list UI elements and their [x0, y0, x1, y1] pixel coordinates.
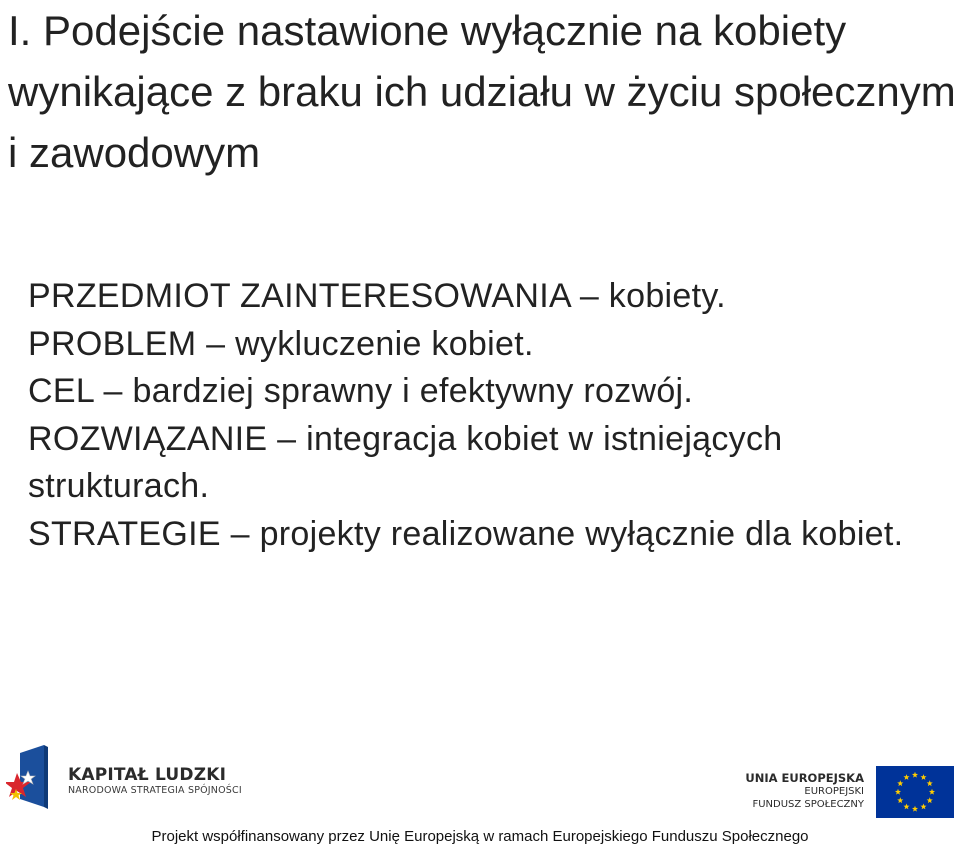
- kapital-ludzki-subtitle: NARODOWA STRATEGIA SPÓJNOŚCI: [68, 785, 242, 796]
- paragraph-strategies: STRATEGIE – projekty realizowane wyłącznie dla kobiet.: [28, 514, 904, 553]
- paragraph-solution: ROZWIĄZANIE – integracja kobiet w istniejących strukturach.: [28, 419, 783, 505]
- paragraph-goal: CEL – bardziej sprawny i efektywny rozwój.: [28, 372, 694, 410]
- paragraph-problem: PROBLEM – wykluczenie kobiet.: [28, 324, 534, 363]
- eu-flag-icon: [876, 766, 954, 818]
- page-title: I. Podejście nastawione wyłącznie na kobiety wynikające z braku ich udziału w życiu społecznym i zawodowym: [8, 7, 956, 176]
- footer: [0, 733, 960, 849]
- paragraph-subject: PRZEDMIOT ZAINTERESOWANIA – kobiety.: [28, 277, 726, 315]
- kapital-ludzki-logo-icon: [6, 739, 48, 815]
- slide-body: [28, 273, 953, 558]
- eu-name: UNIA EUROPEJSKA: [745, 771, 864, 785]
- cofinancing-note: Projekt współfinansowany przez Unię Europejską w ramach Europejskiego Funduszu Społecznego: [151, 828, 809, 845]
- kapital-ludzki-name: KAPITAŁ LUDZKI: [68, 765, 227, 785]
- eu-text: [745, 771, 864, 811]
- eu-fund-line2: FUNDUSZ SPOŁECZNY: [752, 799, 864, 810]
- eu-fund-line1: EUROPEJSKI: [804, 786, 864, 797]
- kapital-ludzki-text: [68, 765, 242, 797]
